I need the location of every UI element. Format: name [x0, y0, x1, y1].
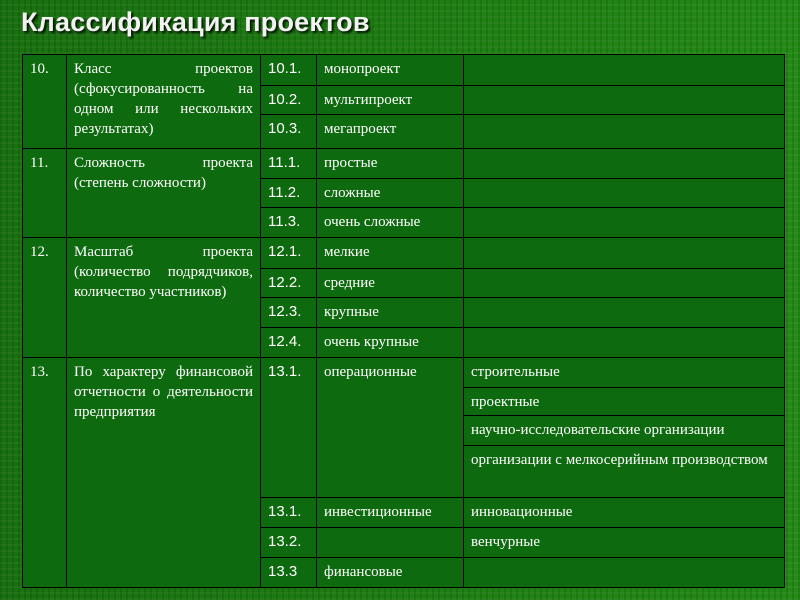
item-label: простые [317, 149, 464, 179]
group-number: 12. [23, 238, 67, 358]
item-sub: организации с мелкосерийным производством [464, 446, 785, 498]
item-label: мегапроект [317, 115, 464, 149]
item-code: 10.2. [261, 86, 317, 115]
item-code: 13.2. [261, 528, 317, 558]
item-label: мультипроект [317, 86, 464, 115]
item-sub [464, 558, 785, 588]
item-label: сложные [317, 179, 464, 208]
item-label: монопроект [317, 55, 464, 86]
group-number: 13. [23, 358, 67, 588]
item-label: операционные [317, 358, 464, 498]
group-criterion: Класс проектов (сфокусированность на одном или нескольких результатах) [67, 55, 261, 149]
item-sub: строительные [464, 358, 785, 388]
item-label: финансовые [317, 558, 464, 588]
item-code: 11.3. [261, 208, 317, 238]
item-code: 13.1. [261, 498, 317, 528]
item-sub [464, 238, 785, 269]
item-code: 12.3. [261, 298, 317, 328]
item-sub: научно-исследовательские организации [464, 416, 785, 446]
table-row [23, 358, 785, 388]
item-code: 12.2. [261, 269, 317, 298]
item-label: инвестиционные [317, 498, 464, 528]
item-sub [464, 149, 785, 179]
item-sub [464, 55, 785, 86]
item-code: 13.3 [261, 558, 317, 588]
group-criterion: Масштаб проекта (количество подрядчиков, количество участников) [67, 238, 261, 358]
page-title: Классификация проектов [21, 7, 370, 37]
table-row [23, 149, 785, 179]
group-number: 11. [23, 149, 67, 238]
item-label: очень крупные [317, 328, 464, 358]
item-code: 10.3. [261, 115, 317, 149]
group-criterion: По характеру финансовой отчетности о деятельности предприятия [67, 358, 261, 588]
item-code: 12.4. [261, 328, 317, 358]
item-code: 11.2. [261, 179, 317, 208]
item-label: крупные [317, 298, 464, 328]
item-code: 13.1. [261, 358, 317, 498]
group-number: 10. [23, 55, 67, 149]
item-code: 11.1. [261, 149, 317, 179]
item-label: средние [317, 269, 464, 298]
item-sub: венчурные [464, 528, 785, 558]
group-criterion: Сложность проекта (степень сложности) [67, 149, 261, 238]
item-label: очень сложные [317, 208, 464, 238]
item-sub [464, 328, 785, 358]
item-sub [464, 179, 785, 208]
item-sub [464, 86, 785, 115]
item-sub [464, 298, 785, 328]
item-sub [464, 115, 785, 149]
item-code: 10.1. [261, 55, 317, 86]
item-label [317, 528, 464, 558]
table-row [23, 238, 785, 269]
item-sub [464, 208, 785, 238]
item-sub [464, 269, 785, 298]
classification-table [22, 54, 785, 588]
item-sub: инновационные [464, 498, 785, 528]
item-sub: проектные [464, 388, 785, 416]
item-code: 12.1. [261, 238, 317, 269]
item-label: мелкие [317, 238, 464, 269]
table-row [23, 55, 785, 86]
